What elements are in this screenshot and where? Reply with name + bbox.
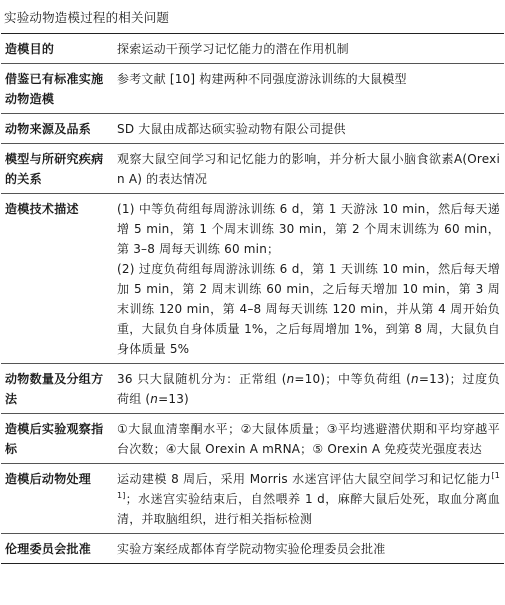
citation-superscript: [11] — [117, 471, 500, 500]
row-value: 探索运动干预学习记忆能力的潜在作用机制 — [113, 34, 504, 64]
technique-item-2: (2) 过度负荷组每周游泳训练 6 d，第 1 天训练 10 min，然后每天增加 5 min，第 2 周末训练 60 min，之后每天增加 10 min，第 3 周末训练 120 min，第 4–8 周每天训练 120 min，并从第 4 周开始负重，大鼠负自身体质量 1%，之后每周增加 1%，到第 8 周，大鼠负自身体质量 5% — [117, 262, 500, 356]
table-row — [1, 64, 504, 114]
group-text-prefix: 36 只大鼠随机分为：正常组 ( — [117, 372, 287, 386]
modeling-table — [1, 34, 504, 564]
table-row — [1, 464, 504, 534]
row-value: 实验方案经成都体育学院动物实验伦理委员会批准 — [113, 534, 504, 564]
table-row — [1, 34, 504, 64]
n-variable: n — [150, 392, 159, 406]
row-value — [113, 364, 504, 414]
technique-item-1: (1) 中等负荷组每周游泳训练 6 d，第 1 天游泳 10 min，然后每天递增 5 min，第 1 个周末训练 30 min，第 2 个周末训练为 60 min，第 3–8 周每天训练 60 min； — [117, 202, 500, 256]
row-label: 造模目的 — [1, 34, 113, 64]
group-text: =10)；中等负荷组 ( — [294, 372, 412, 386]
row-label: 模型与所研究疾病的关系 — [1, 144, 113, 194]
row-label: 动物数量及分组方法 — [1, 364, 113, 414]
row-label: 伦理委员会批准 — [1, 534, 113, 564]
processing-text: 运动建模 8 周后，采用 Morris 水迷宫评估大鼠空间学习和记忆能力 — [117, 472, 492, 486]
group-text: =13) — [158, 392, 189, 406]
row-label: 造模后实验观察指标 — [1, 414, 113, 464]
n-variable: n — [411, 372, 419, 386]
processing-text-cont: ；水迷宫实验结束后，自然喂养 1 d，麻醉大鼠后处死，取血分离血清，并取脑组织，进行相关指标检测 — [117, 492, 500, 526]
table-row — [1, 114, 504, 144]
row-label: 动物来源及品系 — [1, 114, 113, 144]
table-row — [1, 534, 504, 564]
row-label: 借鉴已有标准实施动物造模 — [1, 64, 113, 114]
row-value — [113, 464, 504, 534]
table-caption: 实验动物造模过程的相关问题 — [1, 0, 504, 34]
group-text: =13)；过度负荷组 ( — [117, 372, 501, 406]
row-value: ①大鼠血清睾酮水平；②大鼠体质量；③平均逃避潜伏期和平均穿越平台次数；④大鼠 Orexin A mRNA；⑤ Orexin A 免疫荧光强度表达 — [113, 414, 504, 464]
row-label: 造模后动物处理 — [1, 464, 113, 534]
table-row — [1, 364, 504, 414]
n-variable: n — [286, 372, 295, 386]
row-value: 观察大鼠空间学习和记忆能力的影响，并分析大鼠小脑食欲素A(Orexin A) 的表达情况 — [113, 144, 504, 194]
row-value — [113, 194, 504, 364]
table-row — [1, 194, 504, 364]
row-label: 造模技术描述 — [1, 194, 113, 364]
table-row — [1, 144, 504, 194]
table-row — [1, 414, 504, 464]
row-value: 参考文献 [10] 构建两种不同强度游泳训练的大鼠模型 — [113, 64, 504, 114]
row-value: SD 大鼠由成都达硕实验动物有限公司提供 — [113, 114, 504, 144]
